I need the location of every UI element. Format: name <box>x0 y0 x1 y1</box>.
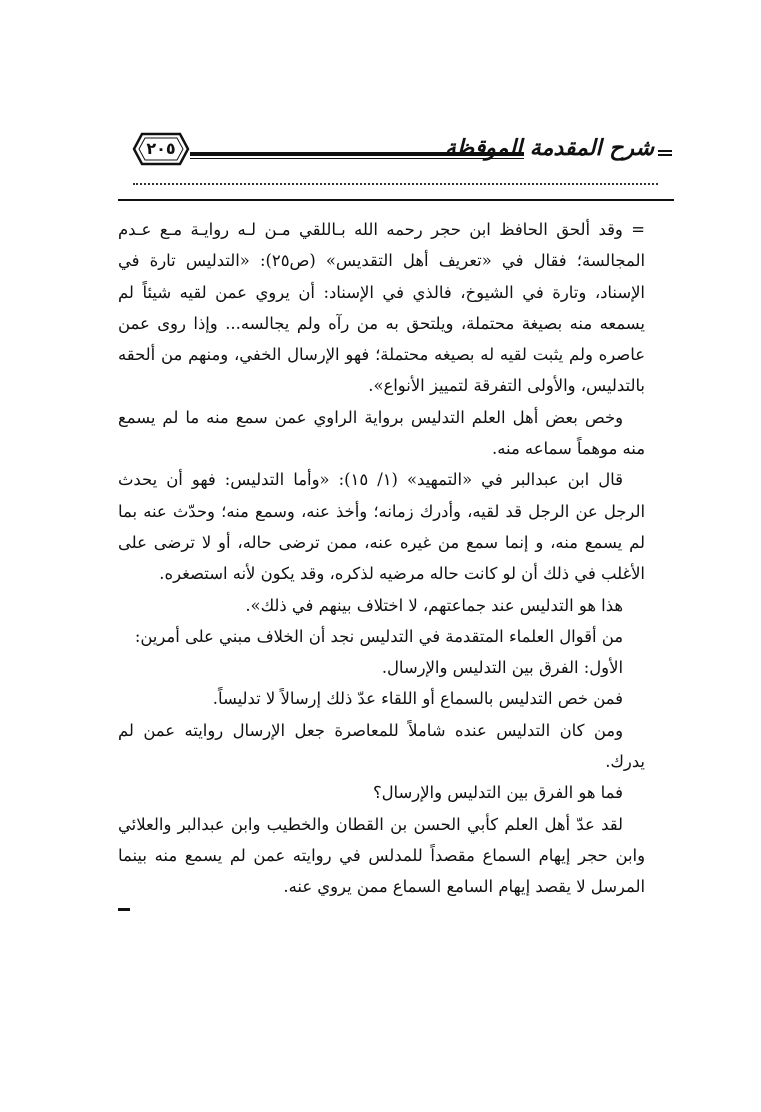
paragraph-hafiz-ibn-hajar: = وقد ألحق الحافظ ابن حجر رحمه الله بـاللقي مـن لـه روايـة مـع عـدم المجالسة؛ فقال في «تعريف أهل التقديس» (ص٢٥): «التدليس تارة في الإسناد، وتارة في الشيوخ، فالذي في الإسناد: أن يروي عمن لقيه شيئاً لم يسمعه منه بصيغة محتملة، ويلتحق به من رآه ولم يجالسه... وإذا روى عمن عاصره ولم يثبت لقيه له بصيغه محتملة؛ فهو الإرسال الخفي، ومنهم من ألحقه بالتدليس، والأولى التفرقة لتمييز الأنواع». <box>118 220 645 396</box>
solid-separator <box>118 199 674 201</box>
page-number: ٢٠٥ <box>146 139 176 158</box>
paragraph-listening-restriction: فمن خص التدليس بالسماع أو اللقاء عدّ ذلك إرسالاً لا تدليساً. <box>212 689 623 709</box>
paragraph-difference-explained: لقد عدّ أهل العلم كأبي الحسن بن القطان والخطيب وابن عبدالبر والعلائي وابن حجر إيهام السماع مقصداً للمدلس في روايته عمن لم يسمع منه بينما المرسل لا يقصد إيهام السامع السماع ممن يروي عنه. <box>118 814 645 897</box>
page-number-badge <box>132 132 190 166</box>
dotted-separator <box>133 183 658 185</box>
paragraph-two-matters: من أقوال العلماء المتقدمة في التدليس نجد أن الخلاف مبني على أمرين: <box>134 626 623 646</box>
paragraph-specific-definition: وخص بعض أهل العلم التدليس برواية الراوي عمن سمع منه ما لم يسمع منه موهماً سماعه منه. <box>118 407 645 459</box>
paragraph-ibn-abdulbarr: قال ابن عبدالبر في «التمهيد» (١/ ١٥): «وأما التدليس: فهو أن يحدث الرجل عن الرجل قد لقيه، وأدرك زمانه؛ وأخذ عنه، وسمع منه؛ وحدّث عنه بما لم يسمع منه، و إنما سمع من غيره عنه، ممن ترضى حاله، أو لا ترضى على الأغلب في ذلك أن لو كانت حاله مرضيه لذكره، وقد يكون لأنه استصغره. <box>118 470 645 584</box>
header-ornament-dash <box>658 150 672 156</box>
page-body <box>118 214 645 903</box>
trailing-dash <box>118 908 130 911</box>
paragraph-contemporaneity: ومن كان التدليس عنده شاملاً للمعاصرة جعل الإرسال روايته عمن لم يدرك. <box>118 720 645 772</box>
page-header <box>120 128 672 172</box>
paragraph-question: فما هو الفرق بين التدليس والإرسال؟ <box>372 783 623 803</box>
paragraph-first-matter: الأول: الفرق بين التدليس والإرسال. <box>381 658 623 678</box>
book-title: شرح المقدمة الموقظة <box>444 135 654 161</box>
paragraph-consensus: هذا هو التدليس عند جماعتهم، لا اختلاف بينهم في ذلك». <box>245 595 623 615</box>
